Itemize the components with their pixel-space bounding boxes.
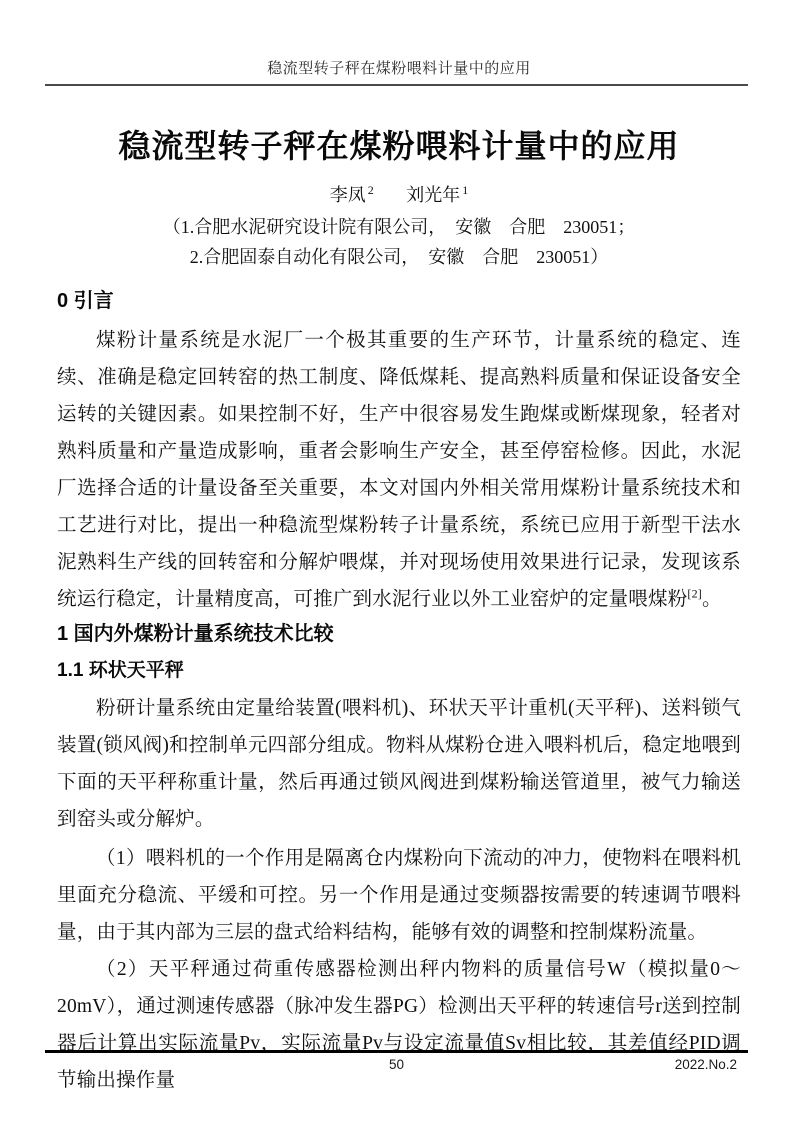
page-number: 50 <box>388 1057 405 1072</box>
author-2-affiliation-ref: 1 <box>462 183 469 197</box>
header-rule <box>45 84 748 86</box>
subsection-heading-1-1: 1.1 环状天平秤 <box>57 660 184 681</box>
introduction-paragraph <box>57 322 741 618</box>
section-heading-introduction: 0 引言 <box>57 290 114 312</box>
introduction-text: 煤粉计量系统是水泥厂一个极其重要的生产环节，计量系统的稳定、连续、准确是稳定回转窑的热工制度、降低煤耗、提高熟料质量和保证设备安全运转的关键因素。如果控制不好，生产中很容易发生跑煤或断煤现象，轻者对熟料质量和产量造成影响，重者会影响生产安全，甚至停窑检修。因此，水泥厂选择合适的计量设备至关重要，本文对国内外相关常用煤粉计量系统技术和工艺进行对比，提出一种稳流型煤粉转子计量系统，系统已应用于新型干法水泥熟料生产线的回转窑和分解炉喂煤，并对现场使用效果进行记录，发现该系统运行稳定，计量精度高，可推广到水泥行业以外工业窑炉的定量喂煤粉 <box>57 330 741 610</box>
author-2 <box>406 185 468 205</box>
issue-label: 2022.No.2 <box>674 1057 737 1072</box>
author-1-name: 李凤 <box>329 185 366 205</box>
authors-line <box>57 182 741 208</box>
citation-reference-2: [2] <box>687 586 702 601</box>
paragraph-ring-balance-overview: 粉研计量系统由定量给装置(喂料机)、环状天平计重机(天平秤)、送料锁气装置(锁风阀)和控制单元四部分组成。物料从煤粉仓进入喂料机后，稳定地喂到下面的天平秤称重计量，然后再通过锁风阀进到煤粉输送管道里，被气力输送到窑头或分解炉。 <box>57 698 741 830</box>
paragraph-balance-scale-signal: （2）天平秤通过荷重传感器检测出秤内物料的质量信号W（模拟量0～20mV），通过测速传感器（脉冲发生器PG）检测出天平秤的转速信号r送到控制器后计算出实际流量Pv，实际流量Pv与设定流量值Sv相比较，其差值经PID调节输出操作量 <box>57 959 741 1091</box>
paragraph-feeder-function: （1）喂料机的一个作用是隔离仓内煤粉向下流动的冲力，使物料在喂料机里面充分稳流、平缓和可控。另一个作用是通过变频器按需要的转速调节喂料量，由于其内部为三层的盘式给料结构，能够有效的调整和控制煤粉流量。 <box>57 848 741 943</box>
author-1-affiliation-ref: 2 <box>367 183 374 197</box>
affiliation-line-2: 2.合肥固泰自动化有限公司， 安徽 合肥 230051） <box>189 247 609 267</box>
footer-row <box>45 1056 748 1074</box>
page-footer <box>45 1050 748 1074</box>
paper-title: 稳流型转子秤在煤粉喂料计量中的应用 <box>118 128 680 164</box>
introduction-text-tail: 。 <box>702 589 722 610</box>
affiliations-block <box>57 212 741 272</box>
footer-rule <box>45 1050 748 1053</box>
running-header-title: 稳流型转子秤在煤粉喂料计量中的应用 <box>267 61 531 77</box>
author-1 <box>330 185 374 205</box>
section-heading-1: 1 国内外煤粉计量系统技术比较 <box>57 623 334 645</box>
author-2-name: 刘光年 <box>406 185 461 205</box>
affiliation-line-1: （1.合肥水泥研究设计院有限公司， 安徽 合肥 230051； <box>162 217 636 237</box>
